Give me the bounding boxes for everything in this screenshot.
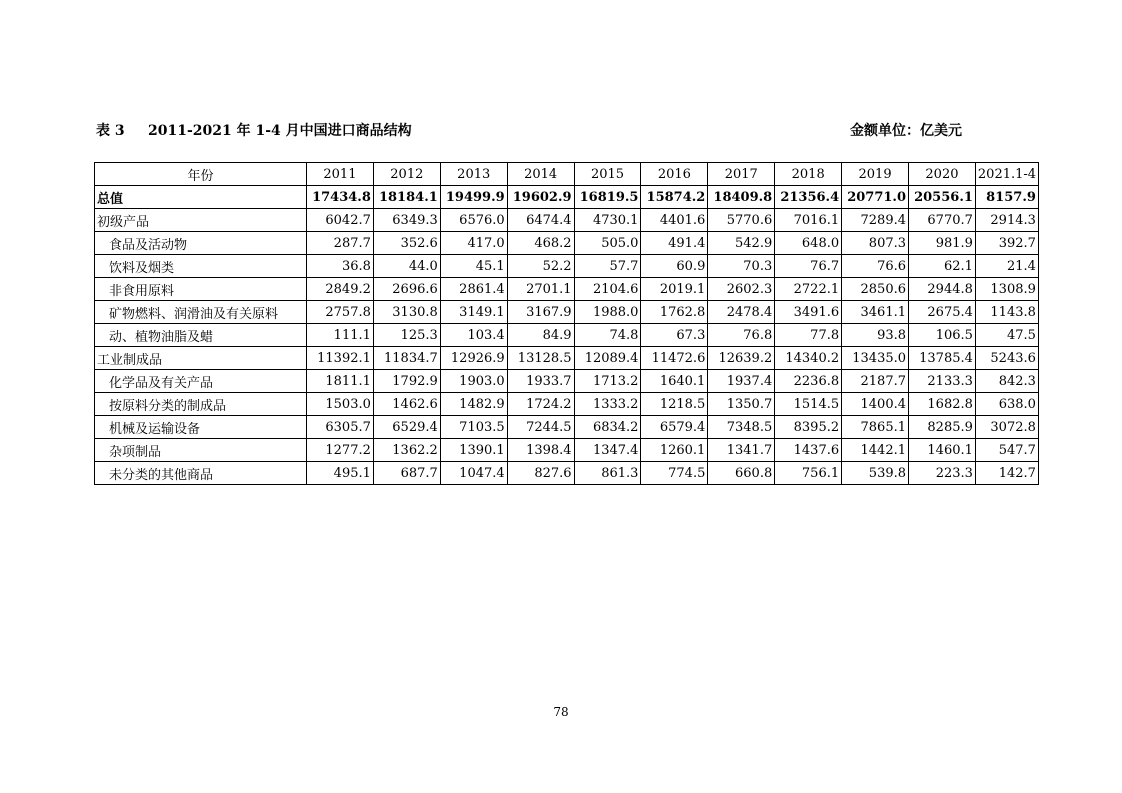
table-cell-value: 47.5 (975, 324, 1038, 347)
table-cell-value: 2236.8 (775, 370, 842, 393)
table-cell-value: 5770.6 (708, 209, 775, 232)
table-cell-value: 2701.1 (507, 278, 574, 301)
table-cell-value: 1442.1 (842, 439, 909, 462)
table-cell-value: 1362.2 (373, 439, 440, 462)
row-category-label: 未分类的其他商品 (95, 462, 307, 485)
row-category-label: 机械及运输设备 (95, 416, 307, 439)
page-number: 78 (553, 705, 569, 719)
table-cell-value: 1333.2 (574, 393, 641, 416)
table-cell-value: 1260.1 (641, 439, 708, 462)
column-header-year-label: 年份 (95, 163, 307, 186)
row-category-label: 食品及活动物 (95, 232, 307, 255)
table-cell-value: 2019.1 (641, 278, 708, 301)
table-cell-value: 1218.5 (641, 393, 708, 416)
table-cell-value: 18184.1 (373, 186, 440, 209)
column-header-year: 2015 (574, 163, 641, 186)
table-cell-value: 5243.6 (975, 347, 1038, 370)
row-category-label: 按原料分类的制成品 (95, 393, 307, 416)
table-cell-value: 19602.9 (507, 186, 574, 209)
column-header-year: 2011 (307, 163, 374, 186)
table-header (96, 120, 962, 142)
table-cell-value: 1460.1 (909, 439, 976, 462)
table-cell-value: 2104.6 (574, 278, 641, 301)
table-cell-value: 20771.0 (842, 186, 909, 209)
table-cell-value: 17434.8 (307, 186, 374, 209)
row-category-label: 杂项制品 (95, 439, 307, 462)
table-cell-value: 74.8 (574, 324, 641, 347)
table-cell-value: 807.3 (842, 232, 909, 255)
table-cell-value: 52.2 (507, 255, 574, 278)
table-cell-value: 1482.9 (440, 393, 507, 416)
table-cell-value: 70.3 (708, 255, 775, 278)
table-cell-value: 103.4 (440, 324, 507, 347)
table-cell-value: 3167.9 (507, 301, 574, 324)
table-cell-value: 1762.8 (641, 301, 708, 324)
table-cell-value: 45.1 (440, 255, 507, 278)
table-cell-value: 648.0 (775, 232, 842, 255)
table-cell-value: 6042.7 (307, 209, 374, 232)
table-row (95, 301, 1039, 324)
table-cell-value: 2696.6 (373, 278, 440, 301)
table-cell-value: 861.3 (574, 462, 641, 485)
table-cell-value: 1682.8 (909, 393, 976, 416)
table-cell-value: 12639.2 (708, 347, 775, 370)
table-cell-value: 2849.2 (307, 278, 374, 301)
table-cell-value: 20556.1 (909, 186, 976, 209)
table-cell-value: 76.8 (708, 324, 775, 347)
table-cell-value: 7348.5 (708, 416, 775, 439)
row-category-label: 动、植物油脂及蜡 (95, 324, 307, 347)
table-cell-value: 7289.4 (842, 209, 909, 232)
row-category-label: 饮料及烟类 (95, 255, 307, 278)
table-cell-value: 7016.1 (775, 209, 842, 232)
table-cell-value: 638.0 (975, 393, 1038, 416)
table-cell-value: 12926.9 (440, 347, 507, 370)
table-cell-value: 11472.6 (641, 347, 708, 370)
table-cell-value: 1514.5 (775, 393, 842, 416)
table-cell-value: 19499.9 (440, 186, 507, 209)
table-cell-value: 1988.0 (574, 301, 641, 324)
table-cell-value: 774.5 (641, 462, 708, 485)
table-cell-value: 842.3 (975, 370, 1038, 393)
table-cell-value: 4730.1 (574, 209, 641, 232)
table-cell-value: 2861.4 (440, 278, 507, 301)
row-category-label: 非食用原料 (95, 278, 307, 301)
table-cell-value: 11392.1 (307, 347, 374, 370)
table-row (95, 255, 1039, 278)
table-row (95, 370, 1039, 393)
table-cell-value: 7103.5 (440, 416, 507, 439)
table-cell-value: 3491.6 (775, 301, 842, 324)
column-header-year: 2013 (440, 163, 507, 186)
table-cell-value: 1047.4 (440, 462, 507, 485)
table-row (95, 462, 1039, 485)
table-cell-value: 495.1 (307, 462, 374, 485)
table-row (95, 393, 1039, 416)
table-cell-value: 1143.8 (975, 301, 1038, 324)
table-body (95, 186, 1039, 485)
table-cell-value: 1398.4 (507, 439, 574, 462)
import-structure-table (94, 162, 1039, 485)
table-cell-value: 2914.3 (975, 209, 1038, 232)
unit-label: 金额单位：亿美元 (850, 123, 962, 139)
table-cell-value: 542.9 (708, 232, 775, 255)
table-cell-value: 827.6 (507, 462, 574, 485)
table-cell-value: 1390.1 (440, 439, 507, 462)
table-cell-value: 468.2 (507, 232, 574, 255)
table-cell-value: 981.9 (909, 232, 976, 255)
table-row (95, 324, 1039, 347)
row-category-label: 总值 (95, 186, 307, 209)
table-row (95, 209, 1039, 232)
table-cell-value: 12089.4 (574, 347, 641, 370)
table-cell-value: 14340.2 (775, 347, 842, 370)
table-cell-value: 44.0 (373, 255, 440, 278)
table-cell-value: 142.7 (975, 462, 1038, 485)
table-cell-value: 1811.1 (307, 370, 374, 393)
table-cell-value: 223.3 (909, 462, 976, 485)
table-cell-value: 13785.4 (909, 347, 976, 370)
table-cell-value: 13128.5 (507, 347, 574, 370)
table-cell-value: 547.7 (975, 439, 1038, 462)
table-cell-value: 6349.3 (373, 209, 440, 232)
table-cell-value: 3130.8 (373, 301, 440, 324)
table-cell-value: 3149.1 (440, 301, 507, 324)
table-cell-value: 16819.5 (574, 186, 641, 209)
table-cell-value: 11834.7 (373, 347, 440, 370)
table-cell-value: 67.3 (641, 324, 708, 347)
table-cell-value: 539.8 (842, 462, 909, 485)
table-cell-value: 1903.0 (440, 370, 507, 393)
table-cell-value: 1277.2 (307, 439, 374, 462)
table-cell-value: 392.7 (975, 232, 1038, 255)
table-cell-value: 6529.4 (373, 416, 440, 439)
table-cell-value: 417.0 (440, 232, 507, 255)
row-category-label: 化学品及有关产品 (95, 370, 307, 393)
table-cell-value: 352.6 (373, 232, 440, 255)
table-cell-value: 62.1 (909, 255, 976, 278)
table-cell-value: 2133.3 (909, 370, 976, 393)
row-category-label: 初级产品 (95, 209, 307, 232)
table-cell-value: 111.1 (307, 324, 374, 347)
table-cell-value: 6576.0 (440, 209, 507, 232)
table-cell-value: 505.0 (574, 232, 641, 255)
table-cell-value: 3461.1 (842, 301, 909, 324)
table-cell-value: 1341.7 (708, 439, 775, 462)
table-row (95, 416, 1039, 439)
table-cell-value: 76.7 (775, 255, 842, 278)
table-cell-value: 2478.4 (708, 301, 775, 324)
table-cell-value: 1437.6 (775, 439, 842, 462)
table-cell-value: 660.8 (708, 462, 775, 485)
column-header-year: 2021.1-4 (975, 163, 1038, 186)
row-category-label: 工业制成品 (95, 347, 307, 370)
table-cell-value: 84.9 (507, 324, 574, 347)
table-cell-value: 1933.7 (507, 370, 574, 393)
table-cell-value: 15874.2 (641, 186, 708, 209)
table-cell-value: 1347.4 (574, 439, 641, 462)
table-cell-value: 2602.3 (708, 278, 775, 301)
table-cell-value: 36.8 (307, 255, 374, 278)
table-header-row (95, 163, 1039, 186)
column-header-year: 2012 (373, 163, 440, 186)
table-row (95, 278, 1039, 301)
column-header-year: 2020 (909, 163, 976, 186)
table-row (95, 439, 1039, 462)
table-cell-value: 491.4 (641, 232, 708, 255)
table-cell-value: 7865.1 (842, 416, 909, 439)
table-cell-value: 60.9 (641, 255, 708, 278)
table-cell-value: 6770.7 (909, 209, 976, 232)
table-cell-value: 21356.4 (775, 186, 842, 209)
table-cell-value: 1792.9 (373, 370, 440, 393)
table-cell-value: 93.8 (842, 324, 909, 347)
table-cell-value: 4401.6 (641, 209, 708, 232)
table-cell-value: 6305.7 (307, 416, 374, 439)
table-cell-value: 1724.2 (507, 393, 574, 416)
table-title: 2011-2021 年 1-4 月中国进口商品结构 (148, 123, 412, 139)
table-cell-value: 8395.2 (775, 416, 842, 439)
table-row (95, 347, 1039, 370)
table-row (95, 186, 1039, 209)
table-cell-value: 76.6 (842, 255, 909, 278)
table-cell-value: 8285.9 (909, 416, 976, 439)
table-cell-value: 6579.4 (641, 416, 708, 439)
table-row (95, 232, 1039, 255)
table-cell-value: 1400.4 (842, 393, 909, 416)
table-cell-value: 1713.2 (574, 370, 641, 393)
table-cell-value: 18409.8 (708, 186, 775, 209)
table-cell-value: 2757.8 (307, 301, 374, 324)
table-cell-value: 77.8 (775, 324, 842, 347)
table-cell-value: 21.4 (975, 255, 1038, 278)
table-cell-value: 1350.7 (708, 393, 775, 416)
table-cell-value: 57.7 (574, 255, 641, 278)
table-cell-value: 106.5 (909, 324, 976, 347)
table-cell-value: 287.7 (307, 232, 374, 255)
column-header-year: 2016 (641, 163, 708, 186)
row-category-label: 矿物燃料、润滑油及有关原料 (95, 301, 307, 324)
table-cell-value: 756.1 (775, 462, 842, 485)
table-cell-value: 687.7 (373, 462, 440, 485)
table-cell-value: 3072.8 (975, 416, 1038, 439)
table-cell-value: 1640.1 (641, 370, 708, 393)
table-cell-value: 1308.9 (975, 278, 1038, 301)
table-cell-value: 125.3 (373, 324, 440, 347)
table-cell-value: 6834.2 (574, 416, 641, 439)
table-cell-value: 2675.4 (909, 301, 976, 324)
column-header-year: 2019 (842, 163, 909, 186)
table-cell-value: 7244.5 (507, 416, 574, 439)
table-cell-value: 2722.1 (775, 278, 842, 301)
table-cell-value: 2850.6 (842, 278, 909, 301)
column-header-year: 2014 (507, 163, 574, 186)
column-header-year: 2018 (775, 163, 842, 186)
table-cell-value: 8157.9 (975, 186, 1038, 209)
table-cell-value: 13435.0 (842, 347, 909, 370)
table-cell-value: 1503.0 (307, 393, 374, 416)
table-cell-value: 2944.8 (909, 278, 976, 301)
column-header-year: 2017 (708, 163, 775, 186)
table-label: 表 3 (96, 123, 125, 139)
table-cell-value: 1462.6 (373, 393, 440, 416)
table-cell-value: 2187.7 (842, 370, 909, 393)
table-cell-value: 6474.4 (507, 209, 574, 232)
table-cell-value: 1937.4 (708, 370, 775, 393)
